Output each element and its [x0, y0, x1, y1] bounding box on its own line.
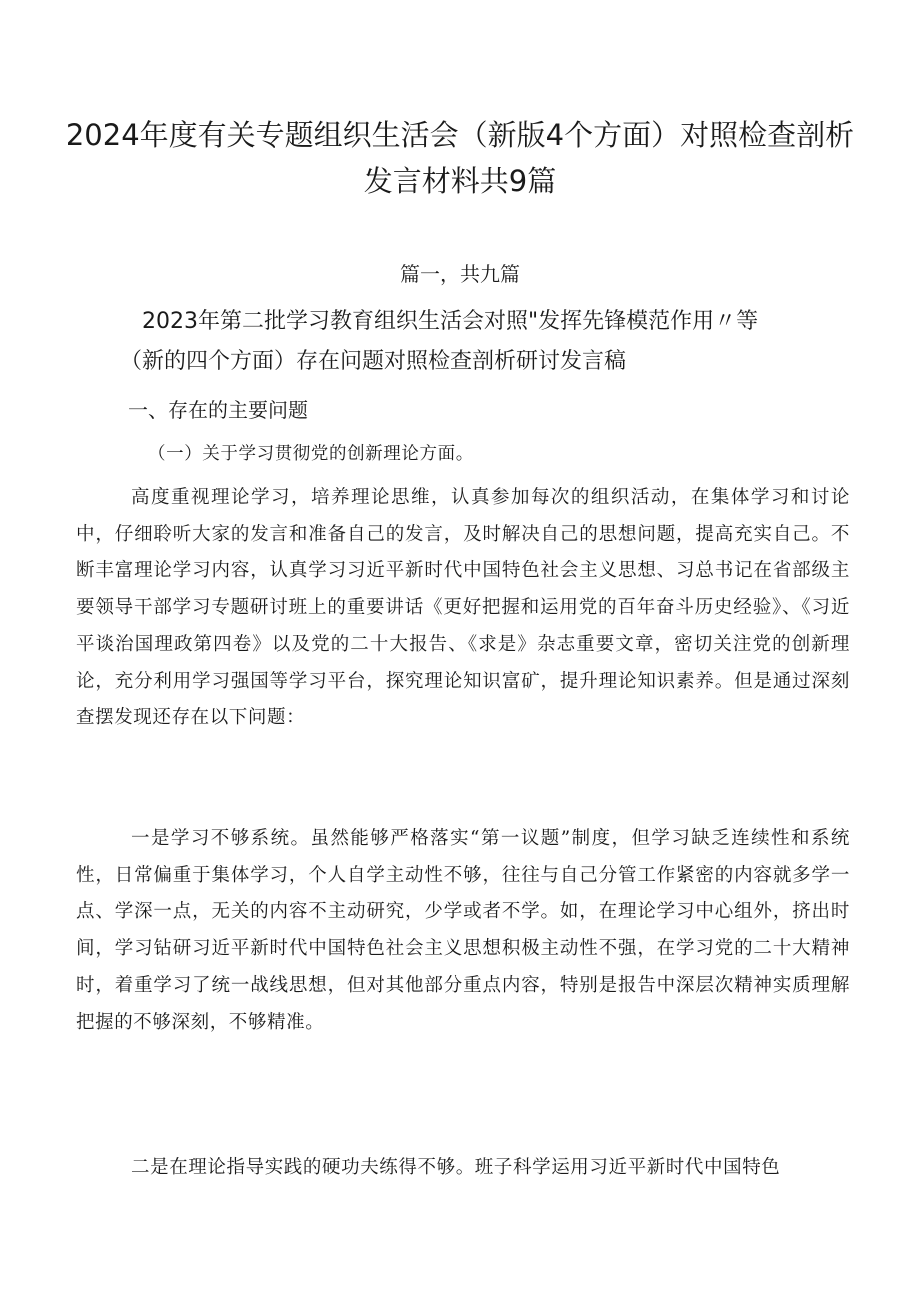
part-label: 篇一，共九篇 [400, 262, 520, 286]
body-paragraph-2: 一是学习不够系统。虽然能够严格落实“第一议题”制度，但学习缺乏连续性和系统性，日常偏重于集体学习，个人自学主动性不够，往往与自己分管工作紧密的内容就多学一点、学深一点，无关的内容不主动研究，少学或者不学。如，在理论学习中心组外，挤出时间，学习钻研习近平新时代中国特色社会主义思想积极主动性不强，在学习党的二十大精神时，着重学习了统一战线思想，但对其他部分重点内容，特别是报告中深层次精神实质理解把握的不够深刻，不够精准。 [76, 828, 850, 1033]
article-title [120, 302, 840, 382]
document-title: 2024年度有关专题组织生活会（新版4个方面）对照检查剖析发言材料共9篇 [65, 118, 855, 198]
section-heading: 一、存在的主要问题 [128, 398, 308, 422]
body-paragraph-1: 高度重视理论学习，培养理论思维，认真参加每次的组织活动，在集体学习和讨论中，仔细聆听大家的发言和准备自己的发言，及时解决自己的思想问题，提高充实自己。不断丰富理论学习内容，认真学习习近平新时代中国特色社会主义思想、习总书记在省部级主要领导干部学习专题研讨班上的重要讲话《更好把握和运用党的百年奋斗历史经验》、《习近平谈治国理政第四卷》以及党的二十大报告、《求是》杂志重要文章，密切关注党的创新理论，充分利用学习强国等学习平台，探究理论知识富矿，提升理论知识素养。但是通过深刻查摆发现还存在以下问题： [76, 487, 850, 729]
subsection-heading: （一）关于学习贯彻党的创新理论方面。 [148, 444, 474, 464]
article-title-line-2: （新的四个方面）存在问题对照检查剖析研讨发言稿 [120, 349, 627, 374]
body-paragraph-3: 二是在理论指导实践的硬功夫练得不够。班子科学运用习近平新时代中国特色 [131, 1157, 781, 1178]
article-title-line-1: 2023年第二批学习教育组织生活会对照"发挥先锋模范作用〃等 [142, 309, 759, 334]
